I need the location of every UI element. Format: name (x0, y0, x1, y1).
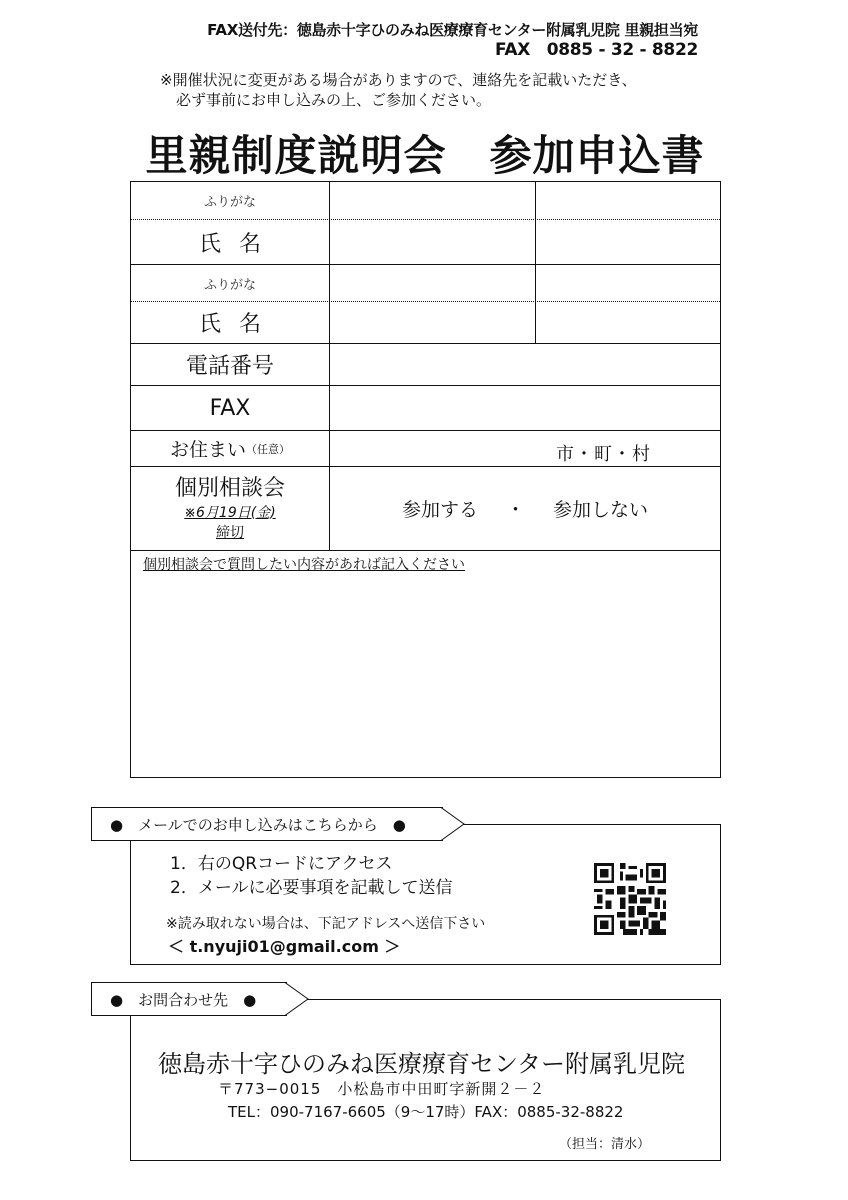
notice-line-2: 必ず事前にお申し込みの上、ご参加ください。 (176, 91, 492, 109)
mail-application-tag (91, 807, 443, 841)
application-form (130, 181, 721, 778)
name-label: 氏名 (198, 312, 279, 337)
mail-steps (170, 852, 452, 900)
mail-step-2: 2．メールに必要事項を記載して送信 (170, 878, 453, 898)
column-divider (535, 182, 536, 219)
question-label: 個別相談会で質問したい内容があれば記入ください (143, 557, 465, 573)
mail-application-tag-label: ● メールでのお申し込みはこちらから ● (110, 815, 406, 834)
fax-destination (207, 20, 698, 60)
notice (160, 70, 720, 110)
attend-yes-option[interactable]: 参加する (401, 499, 478, 521)
consultation-label-cell (131, 467, 330, 550)
inquiry-staff: （担当：清水） (559, 1137, 651, 1152)
qr-code-icon[interactable] (593, 863, 667, 935)
address-optional: （任意） (246, 442, 290, 456)
inquiry-org-name: 徳島赤十字ひのみね医療療育センター附属乳児院 (158, 1050, 686, 1078)
address-label-cell (131, 431, 330, 466)
mail-step-1: 1．右のQRコードにアクセス (170, 854, 393, 874)
name-label-cell (131, 302, 330, 343)
attend-separator: ・ (505, 499, 525, 521)
consultation-deadline-suffix: 締切 (216, 524, 244, 541)
fax-label: FAX (131, 386, 330, 430)
attendance-choice (330, 467, 720, 550)
name-label-cell (131, 220, 330, 264)
address-row[interactable] (131, 430, 720, 466)
consultation-row (131, 466, 720, 550)
consultation-deadline: ※6月19日(金) (184, 504, 276, 521)
applicant-2-furigana-row (131, 264, 720, 301)
inquiry-address: 〒773−0015 小松島市中田町字新開２－２ (218, 1080, 546, 1098)
fax-row[interactable] (131, 385, 720, 430)
phone-row[interactable] (131, 343, 720, 385)
consultation-label: 個別相談会 (174, 475, 285, 501)
column-divider (535, 220, 536, 264)
furigana-label: ふりがな (131, 182, 330, 219)
tag-arrow-icon (285, 982, 309, 1016)
attend-no-option[interactable]: 参加しない (553, 499, 649, 521)
fax-destination-number: FAX 0885 - 32 - 8822 (495, 40, 698, 60)
inquiry-tag (91, 982, 287, 1016)
applicant-1-name-row[interactable] (131, 219, 720, 264)
name-label: 氏名 (198, 231, 279, 257)
inquiry-tel[interactable]: TEL：090-7167-6605（9〜17時）FAX：0885-32-8822 (228, 1103, 624, 1121)
mail-address[interactable]: ＜ t.nyuji01@gmail.com ＞ (168, 937, 401, 956)
applicant-2-name-row[interactable] (131, 301, 720, 343)
address-suffix: 市・町・村 (556, 444, 651, 465)
inquiry-tag-label: ● お問合わせ先 ● (110, 990, 257, 1009)
fax-destination-label: FAX送付先：徳島赤十字ひのみね医療療育センター附属乳児院 里親担当宛 (207, 21, 698, 39)
tag-arrow-icon (441, 807, 465, 841)
phone-label: 電話番号 (131, 344, 330, 385)
notice-line-1: ※開催状況に変更がある場合がありますので、連絡先を記載いただき、 (160, 71, 637, 89)
page-title: 里親制度説明会 参加申込書 (145, 131, 705, 180)
column-divider (535, 302, 536, 343)
column-divider (535, 265, 536, 301)
applicant-1-furigana-row (131, 182, 720, 219)
furigana-label: ふりがな (131, 265, 330, 301)
question-area[interactable] (131, 550, 720, 777)
address-label: お住まい (169, 439, 246, 461)
mail-note: ※読み取れない場合は、下記アドレスへ送信下さい (166, 916, 486, 932)
